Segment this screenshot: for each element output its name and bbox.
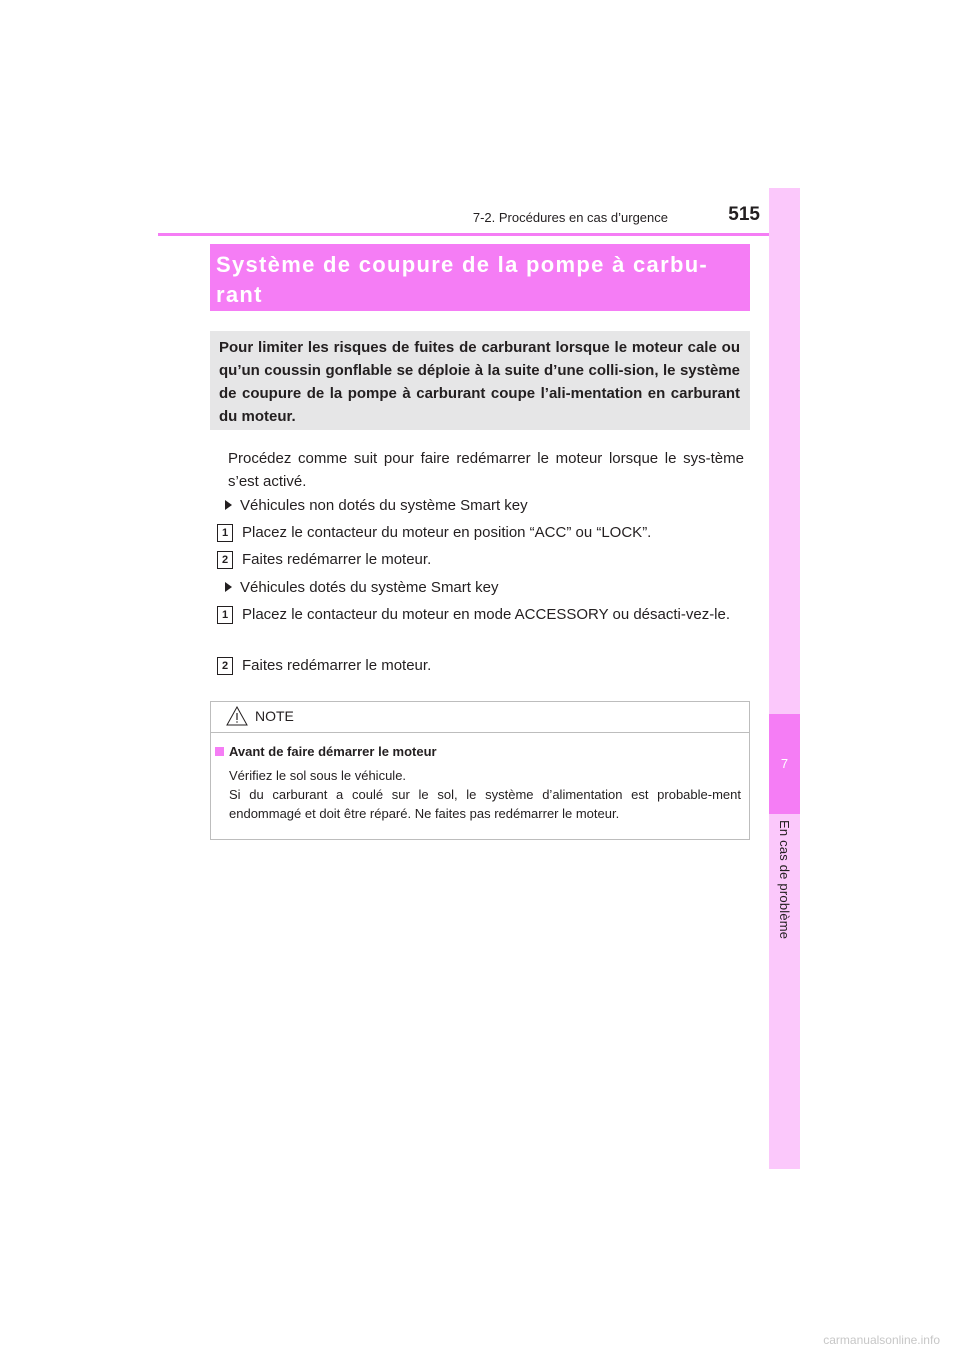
group-heading-text: Véhicules dotés du système Smart key: [240, 579, 499, 596]
footer-watermark: [0, 1322, 960, 1358]
note-body: [229, 766, 741, 823]
triangle-bullet-icon: [225, 500, 232, 510]
group-heading: [225, 494, 528, 517]
note-body-line: Si du carburant a coulé sur le sol, le système d’alimentation est probable-ment endommagé et doit être réparé. Ne faites pas redémarrer le moteur.: [229, 787, 741, 821]
step-text: Faites redémarrer le moteur.: [242, 657, 432, 674]
triangle-bullet-icon: [225, 582, 232, 592]
chapter-number-badge: 7: [769, 714, 800, 814]
note-subheading-text: Avant de faire démarrer le moteur: [229, 744, 437, 759]
header-divider: [158, 233, 800, 236]
step-number: 1: [217, 606, 233, 624]
step-number: 1: [217, 524, 233, 542]
step-text: Placez le contacteur du moteur en position “ACC” ou “LOCK”.: [242, 524, 652, 541]
step-text: Placez le contacteur du moteur en mode ACCESSORY ou désacti-vez-le.: [242, 606, 731, 623]
step-text: Faites redémarrer le moteur.: [242, 551, 432, 568]
square-bullet-icon: [215, 747, 224, 756]
note-box: [210, 701, 750, 840]
section-title: Système de coupure de la pompe à carbu-rant: [216, 252, 709, 307]
step-number: 2: [217, 657, 233, 675]
page-number: 515: [728, 204, 760, 225]
note-subheading: [215, 744, 437, 759]
note-header: [211, 702, 749, 733]
header-section-title: 7-2. Procédures en cas d’urgence: [472, 210, 668, 225]
watermark-text: carmanualsonline.info: [823, 1333, 940, 1347]
section-title-box: [210, 244, 750, 311]
step-number: 2: [217, 551, 233, 569]
procedure-intro: Procédez comme suit pour faire redémarrer le moteur lorsque le sys-tème s’est activé.: [228, 450, 744, 490]
group-heading: [225, 576, 498, 599]
chapter-label: En cas de problème: [777, 820, 792, 940]
note-body-line: Vérifiez le sol sous le véhicule.: [229, 768, 407, 783]
warning-triangle-icon: [226, 706, 248, 726]
intro-text: Pour limiter les risques de fuites de carburant lorsque le moteur cale ou qu’un coussin gonflable se déploie à la suite d’une colli-sion, le système de coupure de la pompe à carburant coupe l’ali-mentation en carburant du moteur.: [219, 339, 740, 425]
chapter-side-tab: [769, 188, 800, 1169]
intro-box: [210, 331, 750, 430]
note-label: NOTE: [255, 708, 294, 724]
group-heading-text: Véhicules non dotés du système Smart key: [240, 497, 528, 514]
